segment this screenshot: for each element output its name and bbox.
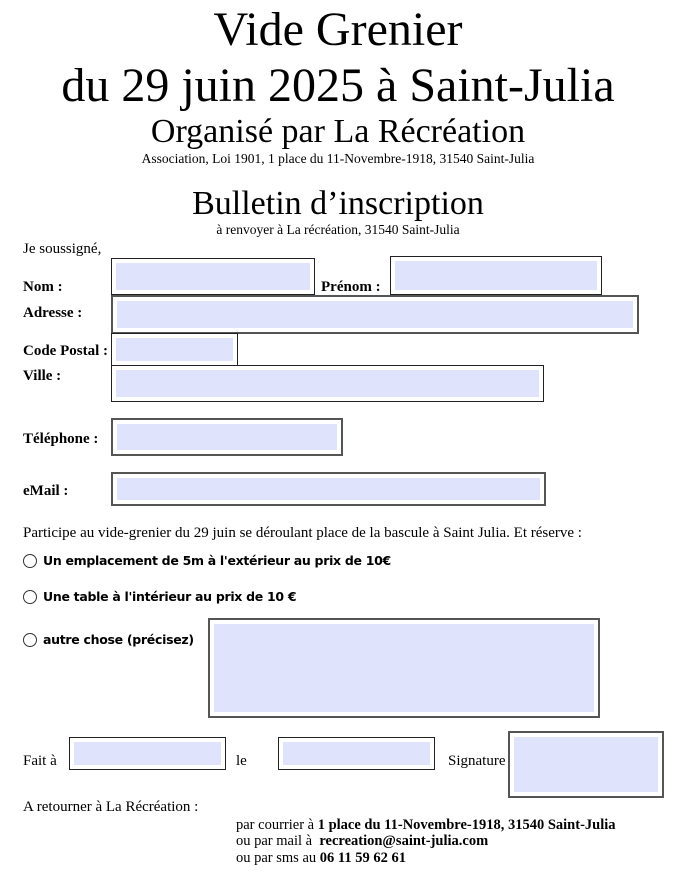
- courrier-prefix: par courrier à: [236, 817, 315, 833]
- code-postal-input[interactable]: [116, 338, 233, 361]
- telephone-label: Téléphone :: [23, 431, 99, 447]
- sms-number: 06 11 59 62 61: [319, 850, 406, 866]
- code-postal-label: Code Postal :: [23, 343, 108, 359]
- adresse-label: Adresse :: [23, 305, 83, 321]
- telephone-field[interactable]: [111, 418, 343, 456]
- option-label: Une table à l'intérieur au prix de 10 €: [43, 589, 297, 604]
- autre-field[interactable]: [208, 618, 600, 718]
- title-line-2: du 29 juin 2025 à Saint-Julia: [61, 59, 615, 112]
- email-input[interactable]: [117, 478, 540, 500]
- autre-textarea[interactable]: [214, 624, 594, 712]
- email-label: eMail :: [23, 483, 69, 499]
- email-field[interactable]: [111, 472, 546, 506]
- return-title: A retourner à La Récréation :: [23, 799, 199, 815]
- le-field[interactable]: [278, 737, 435, 770]
- intro-text: Je soussigné,: [23, 241, 102, 257]
- participation-text: Participe au vide-grenier du 29 juin se déroulant place de la bascule à Saint Julia. Et réserve :: [23, 525, 582, 541]
- option-label: autre chose (précisez): [43, 632, 194, 647]
- radio-button-icon[interactable]: [23, 554, 37, 568]
- prenom-label: Prénom :: [321, 279, 381, 295]
- return-sms: [236, 849, 406, 867]
- code-postal-field[interactable]: [111, 333, 238, 366]
- le-label: le: [236, 753, 247, 769]
- prenom-field[interactable]: [390, 256, 602, 295]
- prenom-input[interactable]: [395, 261, 597, 290]
- title-line-1: Vide Grenier: [213, 3, 463, 56]
- nom-input[interactable]: [116, 263, 310, 290]
- radio-button-icon[interactable]: [23, 590, 37, 604]
- option-autre[interactable]: [23, 632, 194, 647]
- radio-button-icon[interactable]: [23, 633, 37, 647]
- ville-field[interactable]: [111, 365, 544, 402]
- ville-label: Ville :: [23, 368, 62, 384]
- telephone-input[interactable]: [117, 424, 337, 450]
- signature-field[interactable]: [508, 731, 664, 798]
- fait-a-label: Fait à: [23, 753, 57, 769]
- nom-field[interactable]: [111, 258, 315, 295]
- association-info: Association, Loi 1901, 1 place du 11-Novembre-1918, 31540 Saint-Julia: [141, 151, 535, 166]
- return-mail: [236, 832, 488, 850]
- fait-a-field[interactable]: [69, 737, 226, 770]
- adresse-field[interactable]: [111, 295, 639, 334]
- sms-prefix: ou par sms au: [236, 850, 317, 866]
- organizer-heading: Organisé par La Récréation: [150, 113, 526, 150]
- fait-a-input[interactable]: [74, 742, 221, 765]
- mail-prefix: ou par mail à: [236, 833, 313, 849]
- signature-label: Signature: [448, 753, 506, 769]
- le-input[interactable]: [283, 742, 430, 765]
- option-label: Un emplacement de 5m à l'extérieur au prix de 10€: [43, 553, 391, 568]
- courrier-address: 1 place du 11-Novembre-1918, 31540 Saint-Julia: [317, 817, 616, 833]
- option-interieur[interactable]: [23, 589, 296, 604]
- form-subtitle: à renvoyer à La récréation, 31540 Saint-Julia: [216, 222, 460, 237]
- adresse-input[interactable]: [117, 301, 633, 328]
- nom-label: Nom :: [23, 279, 63, 295]
- mail-address: recreation@saint-julia.com: [319, 833, 489, 849]
- form-title: Bulletin d’inscription: [192, 185, 484, 222]
- option-exterieur[interactable]: [23, 553, 391, 568]
- signature-area[interactable]: [514, 737, 658, 792]
- ville-input[interactable]: [116, 370, 539, 397]
